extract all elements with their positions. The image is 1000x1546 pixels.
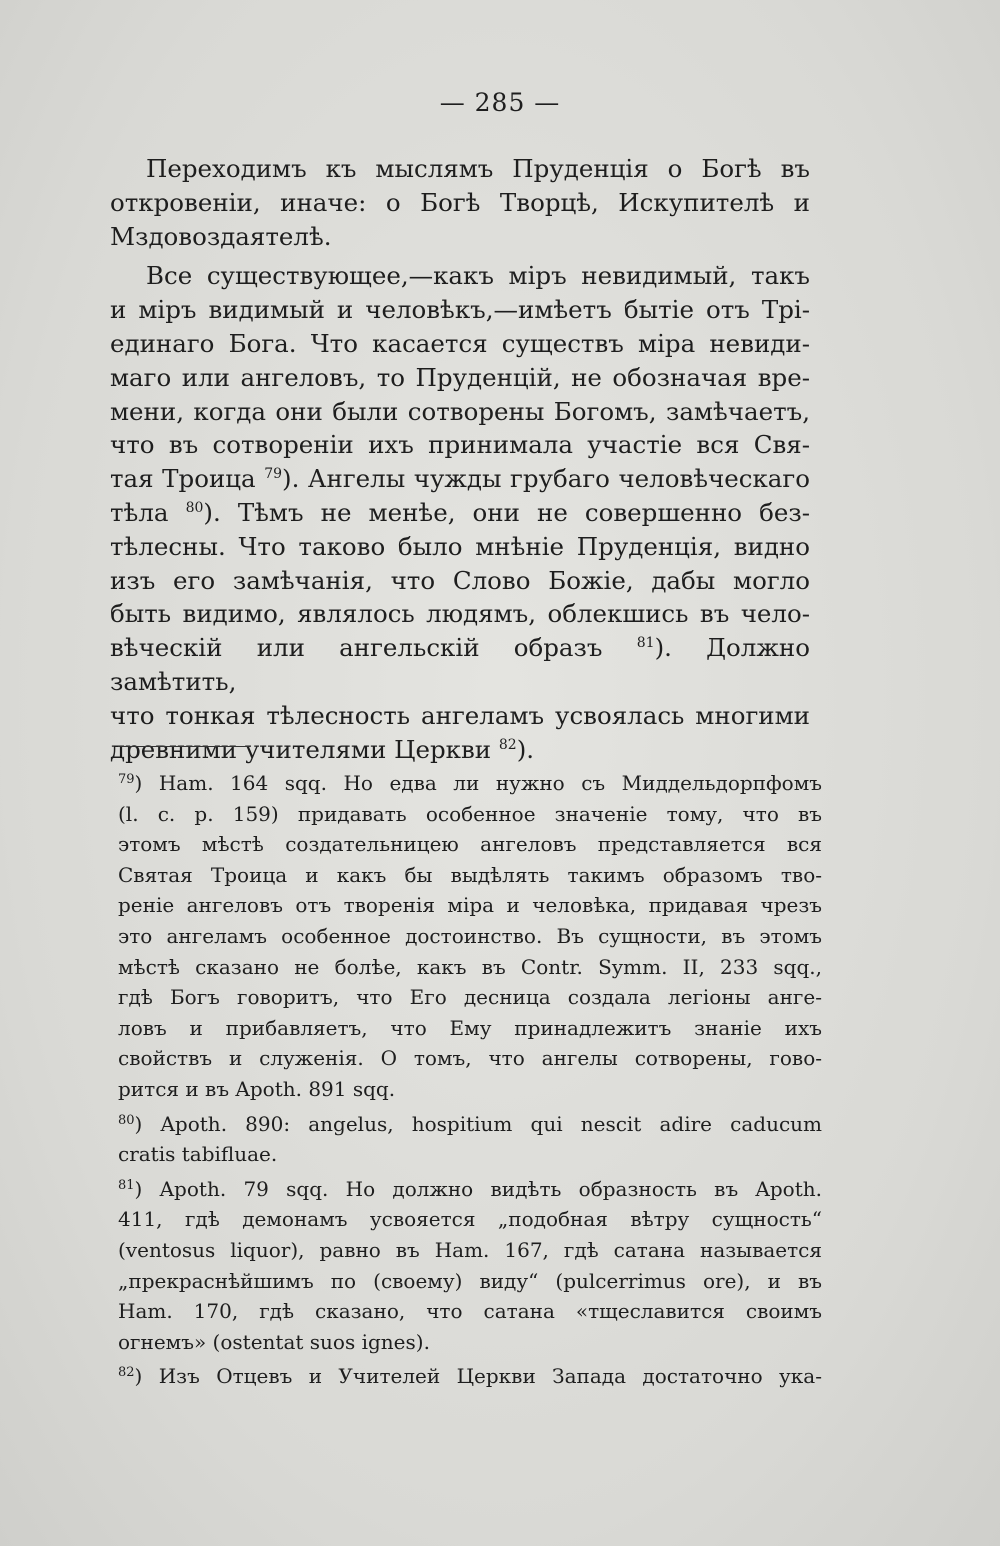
footnote-81-line: [118, 1174, 822, 1205]
footnote-text: ) Изъ Отцевъ и Учителей Церкви Запада достаточно ука-: [134, 1364, 822, 1389]
text-segment: ).: [516, 734, 535, 764]
footnote-81-line: 411, гдѣ демонамъ усвояется „подобная вѣтру сущность“: [118, 1207, 822, 1232]
footnote-number: 79: [118, 772, 135, 787]
text-line: единаго Бога. Что касается существъ міра невиди-: [110, 328, 810, 358]
text-segment: древними учителями Церкви: [110, 734, 492, 764]
text-line: маго или ангеловъ, то Пруденцій, не обозначая вре-: [110, 362, 810, 392]
text-line: тѣлесны. Что таково было мнѣніе Пруденція, видно: [110, 531, 810, 561]
text-line: [110, 631, 810, 699]
text-line: Все существующее,—какъ міръ невидимый, такъ: [146, 261, 810, 291]
footnote-81-line: „прекраснѣйшимъ по (своему) виду“ (pulcerrimus ore), и въ: [118, 1268, 822, 1293]
footnote-79-line: мѣстѣ сказано не болѣе, какъ въ Contr. Symm. II, 233 sqq.,: [118, 954, 822, 979]
footnotes: [118, 768, 822, 1392]
text-line: что въ сотвореніи ихъ принимала участіе вся Свя-: [110, 430, 810, 460]
footnote-79-line: [118, 768, 822, 799]
footnote-number: 82: [118, 1365, 135, 1381]
footnote-79-line: этомъ мѣстѣ создательницею ангеловъ представляется вся: [118, 832, 822, 857]
footnote-text: ) Apoth. 79 sqq. Но должно видѣть образность въ Apoth.: [134, 1176, 822, 1201]
text-line: откровеніи, иначе: о Богѣ Творцѣ, Искупителѣ и: [110, 187, 810, 217]
footnote-ref-82[interactable]: 82: [498, 736, 517, 753]
text-segment: вѣческій или ангельскій образъ: [110, 633, 603, 663]
text-segment: ). Должно замѣтить,: [110, 633, 810, 696]
footnote-ref-80[interactable]: 80: [185, 499, 204, 516]
text-line: что тонкая тѣлесность ангеламъ усвоялась многими: [110, 700, 810, 730]
text-segment: тая Троица: [110, 464, 256, 494]
text-line: [110, 733, 810, 767]
footnote-81-line: (ventosus liquor), равно въ Ham. 167, гдѣ сатана называется: [118, 1237, 822, 1262]
footnote-79-line: рится и въ Apoth. 891 sqq.: [118, 1076, 396, 1101]
text-line: изъ его замѣчанія, что Слово Божіе, дабы могло: [110, 565, 810, 595]
text-line: [110, 462, 810, 496]
footnote-79-line: Святая Троица и какъ бы выдѣлять такимъ образомъ тво-: [118, 862, 822, 887]
footnote-number: 81: [118, 1177, 135, 1193]
text-line: и міръ видимый и человѣкъ,—имѣетъ бытіе отъ Трі-: [110, 295, 810, 325]
footnote-79-line: свойствъ и служенія. О томъ, что ангелы сотворены, гово-: [118, 1046, 822, 1071]
text-segment: ). Тѣмъ не менѣе, они не совершенно без-: [203, 497, 811, 527]
text-line: быть видимо, являлось людямъ, облекшись въ чело-: [110, 599, 810, 629]
footnote-80-line: cratis tabifluae.: [118, 1142, 278, 1167]
text-line: Мздовоздаятелѣ.: [110, 221, 332, 251]
footnote-81-line: Ham. 170, гдѣ сказано, что сатана «тщеславится своимъ: [118, 1299, 822, 1324]
text-line: [110, 496, 810, 530]
footnote-79-line: это ангеламъ особенное достоинство. Въ сущности, въ этомъ: [118, 923, 822, 948]
page-number: — 285 —: [439, 88, 561, 117]
footnote-text: ) Ham. 164 sqq. Но едва ли нужно съ Миддельдорпфомъ: [134, 771, 822, 795]
footnote-number: 80: [118, 1112, 135, 1128]
footnote-79-line: ловъ и прибавляетъ, что Ему принадлежитъ знаніе ихъ: [118, 1015, 822, 1040]
footnote-80-line: [118, 1109, 822, 1140]
text-segment: ). Ангелы чужды грубаго человѣческаго: [282, 464, 810, 494]
footnote-ref-79[interactable]: 79: [264, 466, 283, 483]
footnote-divider: [118, 746, 250, 747]
footnote-82-line: [118, 1361, 822, 1392]
footnote-text: ) Apoth. 890: angelus, hospitium qui nescit adire caducum: [134, 1111, 822, 1136]
text-line: Переходимъ къ мыслямъ Пруденція о Богѣ въ: [146, 154, 810, 183]
text-line: мени, когда они были сотворены Богомъ, замѣчаетъ,: [110, 396, 810, 426]
main-text: [110, 152, 810, 766]
footnote-ref-81[interactable]: 81: [636, 635, 655, 652]
footnote-79-line: гдѣ Богъ говоритъ, что Его десница создала легіоны анге-: [118, 985, 822, 1010]
footnote-79-line: (l. c. p. 159) придавать особенное значеніе тому, что въ: [118, 801, 822, 826]
text-segment: тѣла: [110, 497, 169, 527]
footnote-79-line: реніе ангеловъ отъ творенія міра и человѣка, придавая чрезъ: [118, 893, 822, 918]
footnote-81-line: огнемъ» (ostentat suos ignes).: [118, 1329, 430, 1354]
